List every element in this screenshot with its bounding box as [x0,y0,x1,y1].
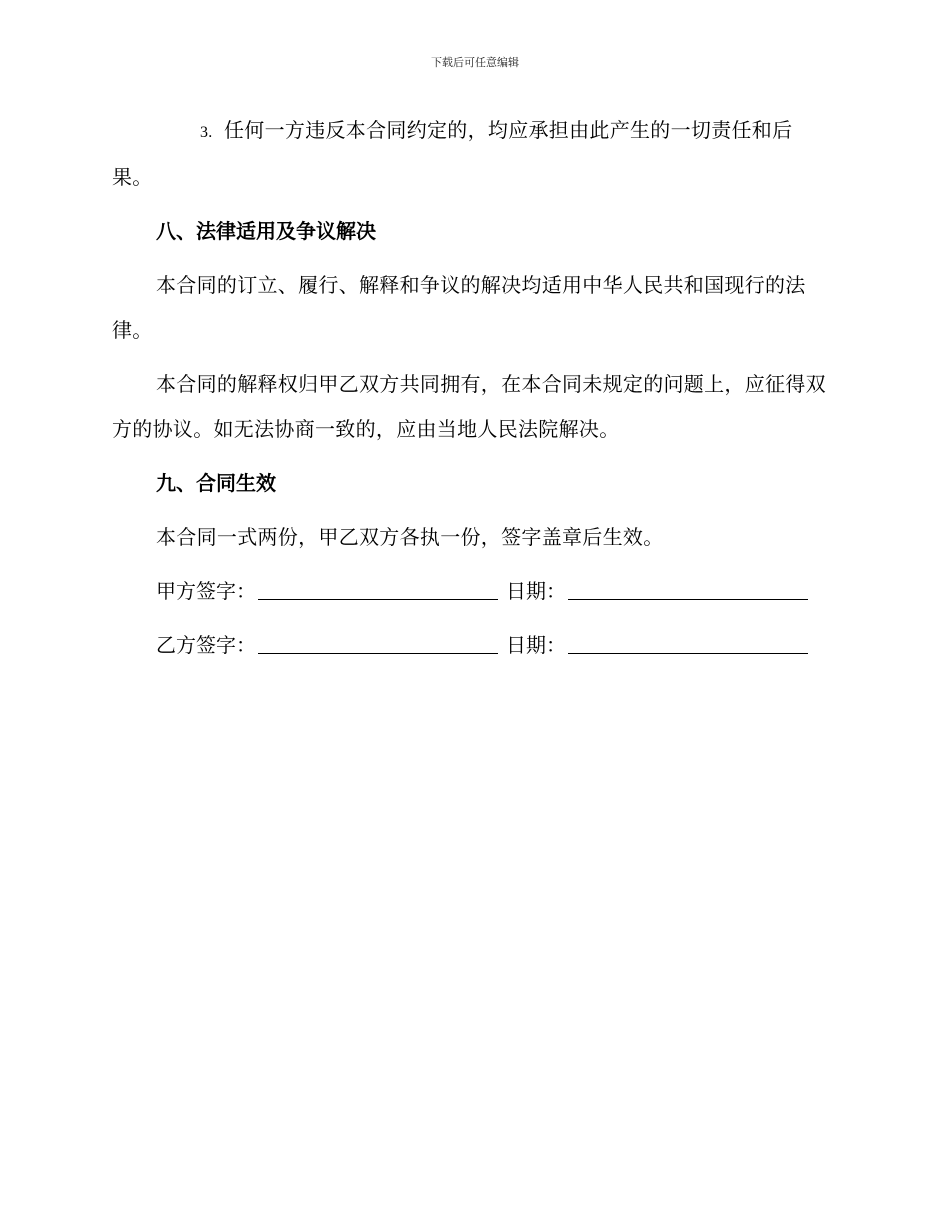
clause-item-3 [112,108,832,200]
page-header-note: 下载后可任意编辑 [431,56,519,69]
document-body [112,108,832,677]
paragraph-dispute-resolution: 本合同的解释权归甲乙双方共同拥有，在本合同未规定的问题上，应征得双方的协议。如无法协商一致的，应由当地人民法院解决。 [112,372,826,441]
paragraph-applicable-law: 本合同的订立、履行、解释和争议的解决均适用中华人民共和国现行的法律。 [112,273,806,342]
party-a-date-label: 日期： [506,579,566,603]
section-heading-law: 八、法律适用及争议解决 [156,219,376,243]
clause-number: 3. [200,124,213,141]
party-b-date-blank[interactable] [568,627,808,654]
section-heading-effectiveness: 九、合同生效 [156,471,276,495]
paragraph-copies: 本合同一式两份，甲乙双方各执一份，签字盖章后生效。 [156,525,664,549]
signature-row-party-b [112,623,832,668]
party-a-signature-label: 甲方签字： [156,579,256,603]
party-a-date-blank[interactable] [568,573,808,600]
party-b-signature-blank[interactable] [258,627,498,654]
clause-text: 任何一方违反本合同约定的，均应承担由此产生的一切责任和后果。 [112,118,793,189]
party-a-signature-blank[interactable] [258,573,498,600]
party-b-date-label: 日期： [506,633,566,657]
signature-row-party-a [112,569,832,614]
party-b-signature-label: 乙方签字： [156,633,256,657]
